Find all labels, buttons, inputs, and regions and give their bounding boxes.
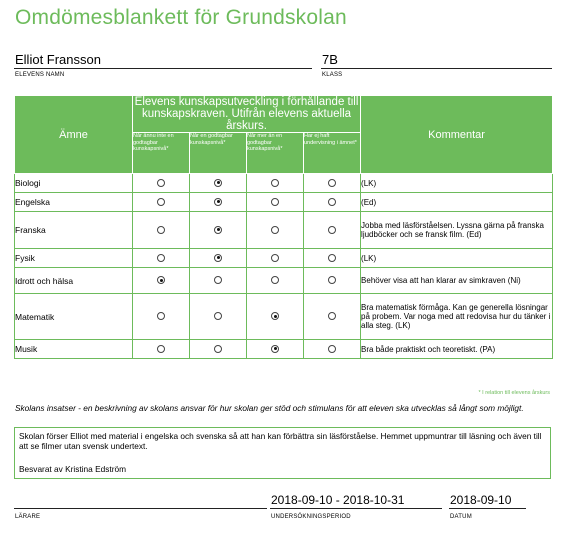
- table-row: [15, 268, 553, 294]
- radio-button[interactable]: [271, 226, 279, 234]
- radio-cell-no-teaching: [304, 268, 361, 294]
- radio-cell-above: [247, 268, 304, 294]
- radio-cell-not-yet: [133, 174, 190, 193]
- level-header-no-teaching: Har ej haft undervisning i ämnet*: [304, 133, 361, 174]
- comment-cell[interactable]: Behöver visa att han klarar av simkraven (Ni): [361, 268, 553, 294]
- period-caption: UNDERSÖKNINGSPERIOD: [271, 514, 351, 520]
- student-name-caption: ELEVENS NAMN: [15, 72, 65, 78]
- radio-cell-not-yet: [133, 249, 190, 268]
- student-name-underline: [14, 68, 312, 69]
- radio-button[interactable]: [328, 198, 336, 206]
- subject-name: Fysik: [15, 249, 133, 268]
- level-header-above: Når mer än en godtagbar kunskapsnivå*: [247, 133, 304, 174]
- comment-cell[interactable]: Bra matematisk förmåga. Kan ge generella lösningar på probem. Var noga med att redovisa hur du tänker i alla steg. (LK): [361, 294, 553, 340]
- radio-cell-acceptable: [190, 340, 247, 359]
- comment-cell[interactable]: Bra både praktiskt och teoretiskt. (PA): [361, 340, 553, 359]
- subject-name: Musik: [15, 340, 133, 359]
- radio-cell-no-teaching: [304, 294, 361, 340]
- radio-cell-not-yet: [133, 294, 190, 340]
- subject-column-header: Ämne: [15, 96, 133, 174]
- footnote: * I relation till elevens årskurs: [478, 390, 550, 396]
- radio-button[interactable]: [328, 312, 336, 320]
- date-underline: [449, 508, 526, 509]
- table-row: [15, 249, 553, 268]
- radio-cell-not-yet: [133, 193, 190, 212]
- radio-cell-not-yet: [133, 268, 190, 294]
- insatser-heading: Skolans insatser - en beskrivning av skolans ansvar för hur skolan ger stöd och stimulans för att eleven ska utvecklas så långt som möjligt.: [15, 403, 524, 413]
- radio-button[interactable]: [214, 345, 222, 353]
- radio-button[interactable]: [157, 312, 165, 320]
- subject-name: Matematik: [15, 294, 133, 340]
- comment-cell[interactable]: (Ed): [361, 193, 553, 212]
- subject-name: Biologi: [15, 174, 133, 193]
- comment-cell[interactable]: (LK): [361, 174, 553, 193]
- comment-cell[interactable]: Jobba med läsförståelsen. Lyssna gärna på franska ljudböcker och se fransk film. (Ed): [361, 212, 553, 249]
- radio-button[interactable]: [328, 226, 336, 234]
- student-name-field[interactable]: Elliot Fransson: [15, 52, 101, 67]
- radio-button[interactable]: [214, 254, 222, 262]
- radio-button[interactable]: [214, 312, 222, 320]
- table-row: [15, 294, 553, 340]
- radio-cell-above: [247, 193, 304, 212]
- period-field[interactable]: 2018-09-10 - 2018-10-31: [271, 493, 405, 507]
- radio-button[interactable]: [271, 179, 279, 187]
- subject-name: Franska: [15, 212, 133, 249]
- radio-button[interactable]: [157, 345, 165, 353]
- class-caption: KLASS: [322, 72, 343, 78]
- radio-cell-no-teaching: [304, 174, 361, 193]
- radio-button[interactable]: [157, 254, 165, 262]
- radio-button[interactable]: [214, 226, 222, 234]
- teacher-underline: [14, 508, 267, 509]
- date-caption: DATUM: [450, 514, 472, 520]
- radio-button[interactable]: [214, 179, 222, 187]
- date-field[interactable]: 2018-09-10: [450, 493, 512, 507]
- radio-button[interactable]: [214, 276, 222, 284]
- subject-name: Engelska: [15, 193, 133, 212]
- radio-cell-acceptable: [190, 268, 247, 294]
- radio-button[interactable]: [157, 198, 165, 206]
- radio-cell-no-teaching: [304, 340, 361, 359]
- radio-button[interactable]: [271, 276, 279, 284]
- radio-cell-acceptable: [190, 212, 247, 249]
- radio-cell-acceptable: [190, 174, 247, 193]
- level-header-acceptable: Når en godtagbar kunskapsnivå*: [190, 133, 247, 174]
- teacher-caption: LÄRARE: [15, 514, 41, 520]
- table-row: [15, 174, 553, 193]
- radio-cell-acceptable: [190, 294, 247, 340]
- development-header: Elevens kunskapsutveckling i förhållande till kunskapskraven. Utifrån elevens aktuella årskurs.: [133, 96, 361, 133]
- radio-button[interactable]: [157, 179, 165, 187]
- radio-cell-above: [247, 212, 304, 249]
- radio-cell-above: [247, 174, 304, 193]
- radio-cell-no-teaching: [304, 249, 361, 268]
- radio-cell-above: [247, 249, 304, 268]
- radio-cell-no-teaching: [304, 212, 361, 249]
- table-row: [15, 193, 553, 212]
- radio-button[interactable]: [157, 226, 165, 234]
- radio-button[interactable]: [271, 254, 279, 262]
- radio-cell-acceptable: [190, 193, 247, 212]
- table-row: [15, 212, 553, 249]
- radio-button[interactable]: [157, 276, 165, 284]
- subject-name: Idrott och hälsa: [15, 268, 133, 294]
- radio-cell-above: [247, 294, 304, 340]
- radio-button[interactable]: [271, 198, 279, 206]
- radio-button[interactable]: [328, 254, 336, 262]
- insatser-textbox[interactable]: [14, 427, 551, 479]
- form-title: Omdömesblankett för Grundskolan: [15, 6, 347, 29]
- comment-cell[interactable]: (LK): [361, 249, 553, 268]
- class-field[interactable]: 7B: [322, 52, 338, 67]
- radio-cell-above: [247, 340, 304, 359]
- answered-by: Besvarat av Kristina Edström: [19, 464, 126, 474]
- radio-button[interactable]: [328, 276, 336, 284]
- period-underline: [270, 508, 442, 509]
- class-underline: [321, 68, 552, 69]
- insatser-text: Skolan förser Elliot med material i engelska och svenska så att han kan förbättra sin läsförståelse. Hemmet uppmuntrar till läsning och även till att se filmer utan svensk undertext.: [19, 431, 542, 451]
- assessment-table: [14, 95, 553, 359]
- radio-button[interactable]: [271, 312, 279, 320]
- radio-cell-acceptable: [190, 249, 247, 268]
- radio-cell-no-teaching: [304, 193, 361, 212]
- radio-cell-not-yet: [133, 212, 190, 249]
- level-header-not-yet: Når ännu inte en godtagbar kunskapsnivå*: [133, 133, 190, 174]
- radio-button[interactable]: [328, 179, 336, 187]
- table-row: [15, 340, 553, 359]
- radio-button[interactable]: [271, 345, 279, 353]
- radio-button[interactable]: [328, 345, 336, 353]
- radio-button[interactable]: [214, 198, 222, 206]
- comment-column-header: Kommentar: [361, 96, 553, 174]
- radio-cell-not-yet: [133, 340, 190, 359]
